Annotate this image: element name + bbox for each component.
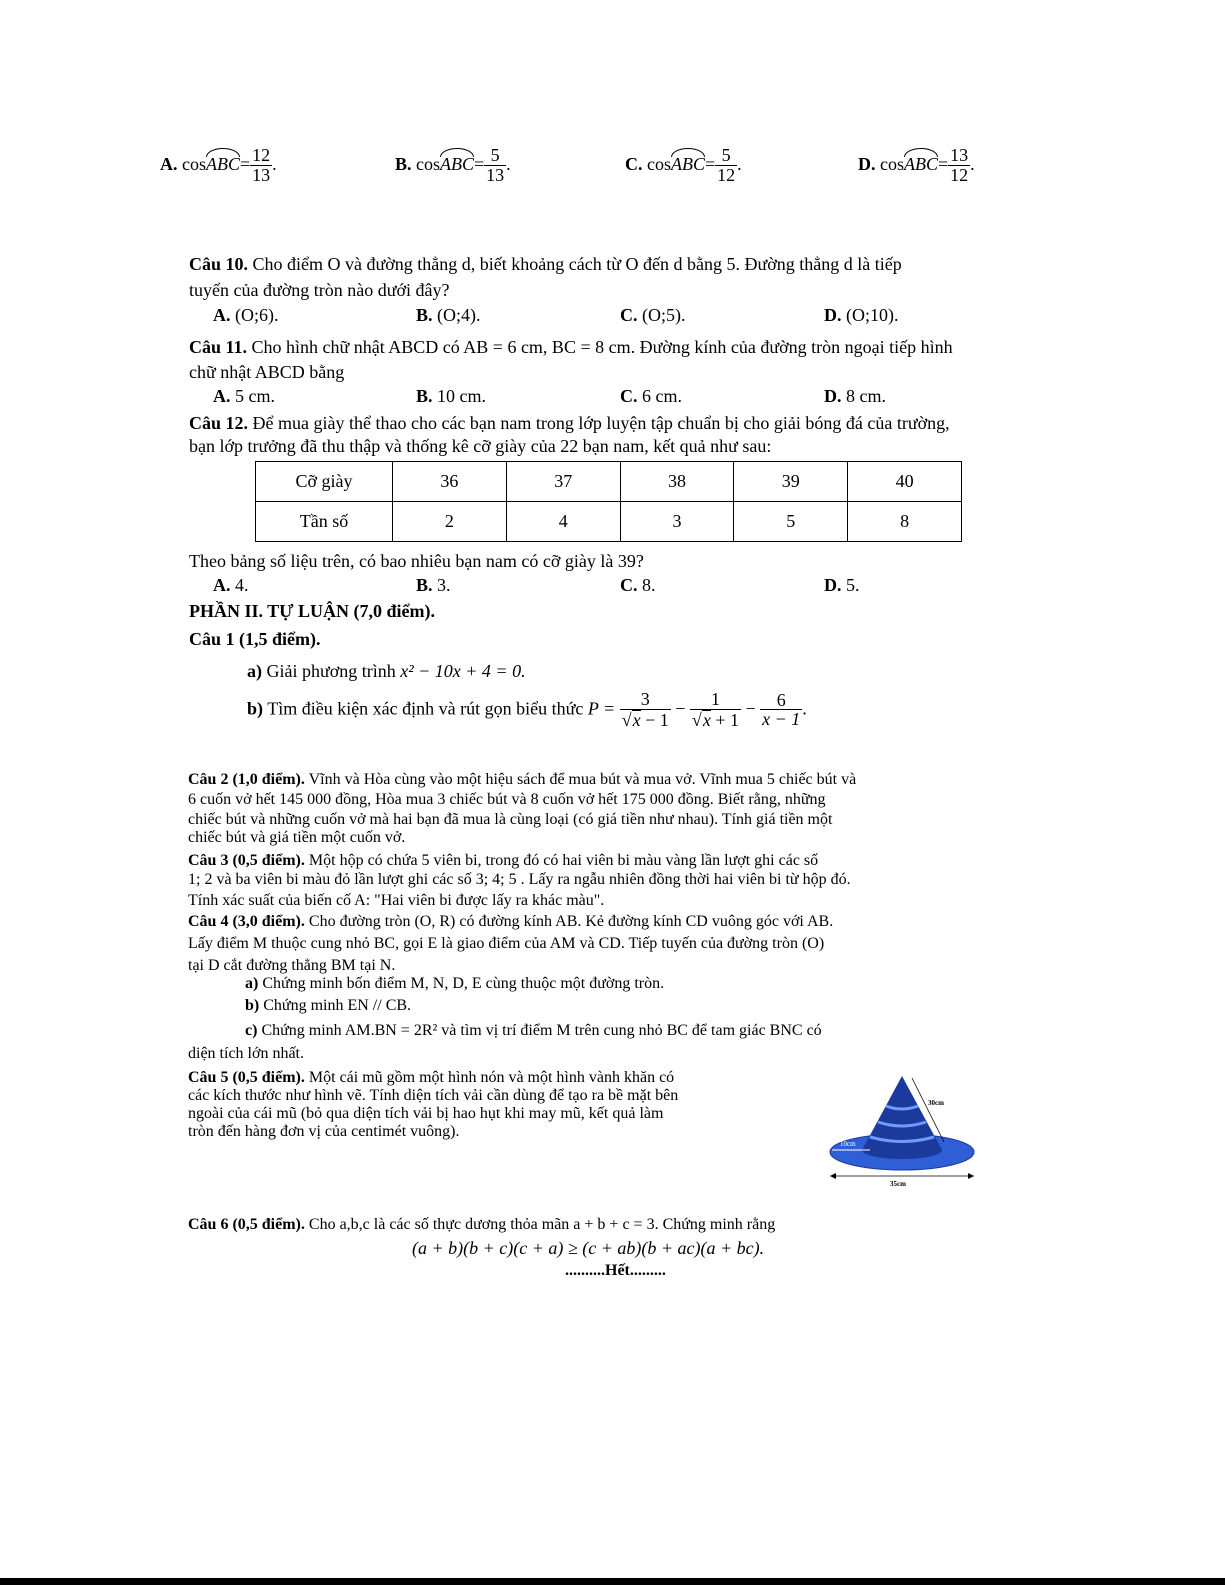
q12-question: Theo bảng số liệu trên, có bao nhiêu bạn nam có cỡ giày là 39? [189,551,644,571]
table-cell: 8 [848,502,962,542]
essay3-line1: Câu 3 (0,5 điểm). Một hộp có chứa 5 viên bi, trong đó có hai viên bi màu vàng lần lượt ghi các số [188,852,819,869]
q10-option-b: B. (O;4). [416,305,481,325]
table-cell: 39 [734,462,848,502]
essay5-line2: các kích thước như hình vẽ. Tính diện tích vải cần dùng để tạo ra bề mặt bên [188,1087,679,1104]
q12-line1: Câu 12. Để mua giày thể thao cho các bạn nam trong lớp luyện tập chuẩn bị cho giải bóng đá của trường, [189,413,950,433]
essay6-line1: Câu 6 (0,5 điểm). Cho a,b,c là các số thực dương thỏa mãn a + b + c = 3. Chứng minh rằng [188,1216,776,1233]
table-row [256,502,962,542]
table-cell: Cỡ giày [256,462,393,502]
essay4-line2: Lấy điểm M thuộc cung nhỏ BC, gọi E là giao điểm của AM và CD. Tiếp tuyến của đường tròn (O) [188,935,825,952]
q10-line2: tuyến của đường tròn nào dưới đây? [189,280,450,300]
essay4-b: b) Chứng minh EN // CB. [245,997,412,1014]
essay5-line3: ngoài của cái mũ (bỏ qua diện tích vải bị hao hụt khi may mũ, kết quả làm [188,1105,664,1122]
q12-option-d: D. 5. [824,575,860,595]
essay3-line3: Tính xác suất của biến cố A: "Hai viên bi được lấy ra khác màu". [188,892,605,909]
essay1-a: a) Giải phương trình x² − 10x + 4 = 0. [247,661,526,681]
table-cell: 38 [620,462,734,502]
q11-option-a: A. 5 cm. [213,386,275,406]
q9-option-c: C. cosABC= $\frac{5}{12}$ . [625,145,742,185]
essay4-line3: tại D cắt đường thẳng BM tại N. [188,957,396,974]
q12-line2: bạn lớp trưởng đã thu thập và thống kê cỡ giày của 22 bạn nam, kết quả như sau: [189,436,772,456]
essay4-c-line2: diện tích lớn nhất. [188,1045,304,1062]
q11-option-b: B. 10 cm. [416,386,487,406]
q12-option-b: B. 3. [416,575,451,595]
q11-option-c: C. 6 cm. [620,386,682,406]
essay4-a: a) Chứng minh bốn điểm M, N, D, E cùng thuộc một đường tròn. [245,975,665,992]
essay4-c: c) Chứng minh AM.BN = 2R² và tìm vị trí điểm M trên cung nhỏ BC để tam giác BNC có [245,1022,822,1039]
table-row [256,462,962,502]
table-cell: Tần số [256,502,393,542]
q12-option-c: C. 8. [620,575,656,595]
table-cell: 4 [506,502,620,542]
essay4-line1: Câu 4 (3,0 điểm). Cho đường tròn (O, R) có đường kính AB. Kẻ đường kính CD vuông góc với AB. [188,913,834,930]
q11-line1: Câu 11. Cho hình chữ nhật ABCD có AB = 6 cm, BC = 8 cm. Đường kính của đường tròn ngoại tiếp hình [189,337,953,357]
essay2-line3: chiếc bút và những cuốn vở mà hai bạn đã mua là cùng loại (có giá tiền như nhau). Tính giá tiền một [188,811,833,828]
table-cell: 3 [620,502,734,542]
essay2-line2: 6 cuốn vở hết 145 000 đồng, Hòa mua 3 chiếc bút và 8 cuốn vở hết 175 000 đồng. Biết rằng, những [188,791,826,808]
essay3-line2: 1; 2 và ba viên bi màu đỏ lần lượt ghi các số 3; 4; 5 . Lấy ra ngẫu nhiên đồng thời hai viên bi từ hộp đó. [188,871,851,888]
table-cell: 40 [848,462,962,502]
part2-title: PHẦN II. TỰ LUẬN (7,0 điểm). [189,601,435,621]
q11-option-d: D. 8 cm. [824,386,886,406]
slant-label: 30cm [928,1099,944,1107]
q10-option-c: C. (O;5). [620,305,686,325]
hat-figure [820,1070,990,1190]
arrow-right-icon [968,1173,974,1179]
essay2-line1: Câu 2 (1,0 điểm). Vĩnh và Hòa cùng vào một hiệu sách để mua bút và mua vở. Vĩnh mua 5 chiếc bút và [188,771,857,788]
radius-label: 10cm [840,1140,856,1148]
q9-option-d: D. cosABC= $\frac{13}{12}$ . [858,145,975,185]
q10-option-a: A. (O;6). [213,305,279,325]
q10-line1: Câu 10. Cho điểm O và đường thẳng d, biết khoảng cách từ O đến d bằng 5. Đường thẳng d là tiếp [189,254,902,274]
essay2-line4: chiếc bút và giá tiền một cuốn vở. [188,829,406,846]
page-bottom-bar [0,1578,1225,1585]
essay1-title: Câu 1 (1,5 điểm). [189,629,321,649]
q9-option-b: B. cosABC= $\frac{5}{13}$ . [395,145,511,185]
table-cell: 37 [506,462,620,502]
table-cell: 2 [393,502,507,542]
q12-option-a: A. 4. [213,575,249,595]
table-cell: 36 [393,462,507,502]
arrow-left-icon [830,1173,836,1179]
width-label: 35cm [890,1180,906,1188]
shoe-size-table [255,461,962,542]
footer-end: ..........Hết......... [565,1262,666,1279]
q11-line2: chữ nhật ABCD bằng [189,362,345,382]
essay1-b: b) Tìm điều kiện xác định và rút gọn biểu thức P = $\frac{3}{√x - 1}$ − $\frac{1}{√x + 1}$ − $\frac{6}{x - 1}$ . [247,689,807,730]
essay6-inequality: (a + b)(b + c)(c + a) ≥ (c + ab)(b + ac)(a + bc). [412,1238,765,1258]
essay5-line4: tròn đến hàng đơn vị của centimét vuông). [188,1123,460,1140]
q10-option-d: D. (O;10). [824,305,899,325]
table-cell: 5 [734,502,848,542]
q9-option-a: A. cosABC= $\frac{12}{13}$ . [160,145,277,185]
essay5-line1: Câu 5 (0,5 điểm). Một cái mũ gồm một hình nón và một hình vành khăn có [188,1069,675,1086]
